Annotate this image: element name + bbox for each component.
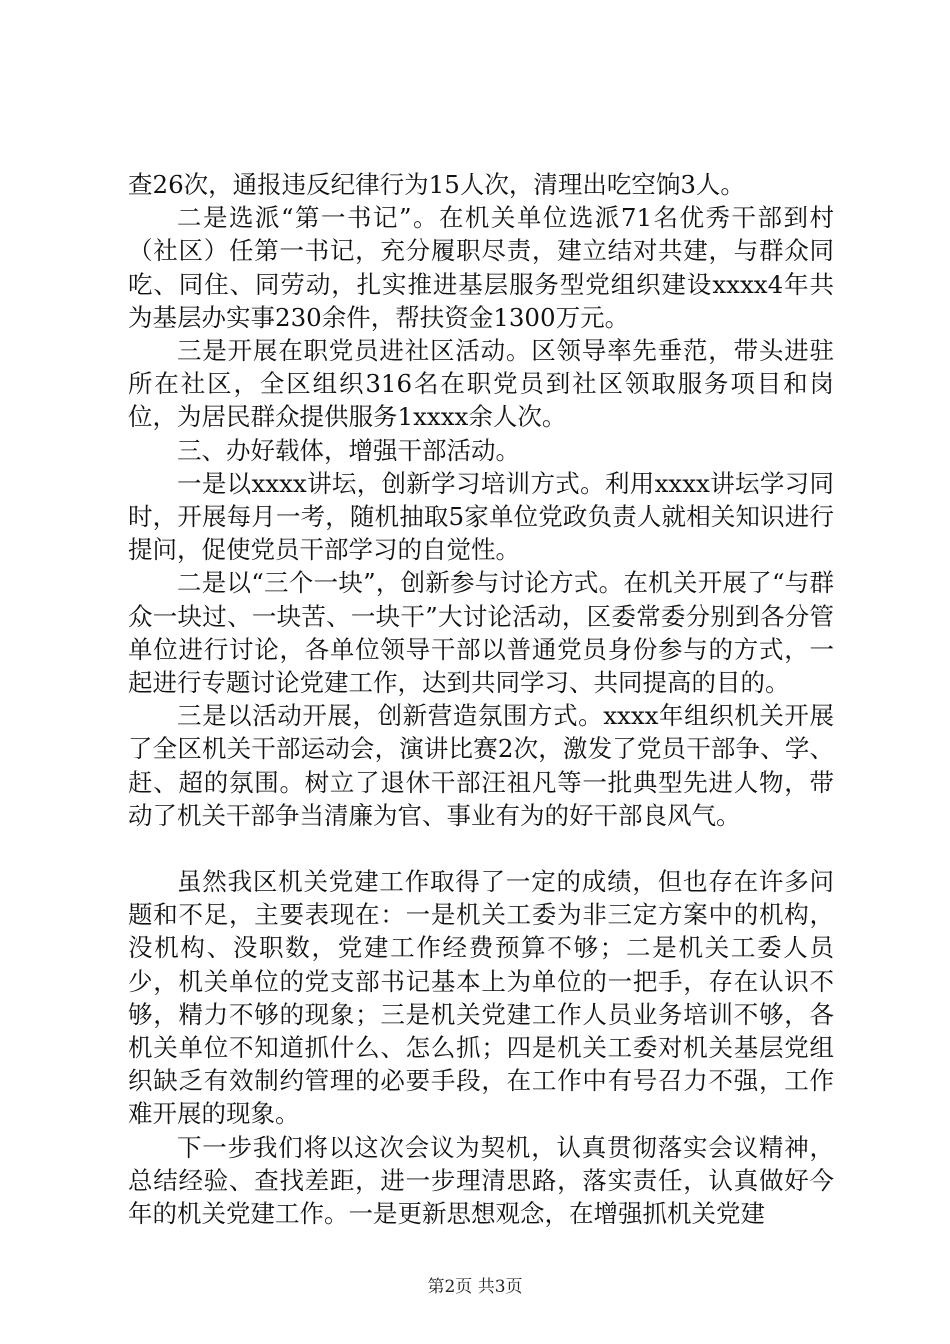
page-number-footer: 第2页 共3页 xyxy=(427,1277,523,1297)
paragraph-three-together: 二是以“三个一块”，创新参与讨论方式。在机关开展了“与群众一块过、一块苦、一块干”大讨论活动，区委常委分别到各分管单位进行讨论，各单位领导干部以普通党员身份参与的方式，一起进行专题讨论党建工作，达到共同学习、共同提高的目的。 xyxy=(128,568,834,698)
paragraph-first-secretary: 二是选派“第一书记”。在机关单位选派71名优秀干部到村（社区）任第一书记，充分履职尽责，建立结对共建，与群众同吃、同住、同劳动，扎实推进基层服务型党组织建设xxxx4年共为基层办实事230余件，帮扶资金1300万元。 xyxy=(128,203,834,332)
paragraph-community-activity: 三是开展在职党员进社区活动。区领导率先垂范，带头进驻所在社区，全区组织316名在职党员到社区领取服务项目和岗位，为居民群众提供服务1xxxx余人次。 xyxy=(128,336,834,432)
paragraph-activities: 三是以活动开展，创新营造氛围方式。xxxx年组织机关开展了全区机关干部运动会，演讲比赛2次，激发了党员干部争、学、赶、超的氛围。树立了退休干部汪祖凡等一批典型先进人物，带动了机关干部争当清廉为官、事业有为的好干部良风气。 xyxy=(128,701,834,830)
paragraph-continuation: 查26次，通报违反纪律行为15人次，清理出吃空饷3人。 xyxy=(128,170,745,199)
document-body xyxy=(128,168,834,1230)
paragraph-gap xyxy=(128,832,834,865)
paragraph-lecture-forum: 一是以xxxx讲坛，创新学习培训方式。利用xxxx讲坛学习同时，开展每月一考，随机抽取5家单位党政负责人就相关知识进行提问，促使党员干部学习的自觉性。 xyxy=(128,468,834,565)
paragraph-next-steps: 下一步我们将以这次会议为契机，认真贯彻落实会议精神，总结经验、查找差距，进一步理清思路，落实责任，认真做好今年的机关党建工作。一是更新思想观念，在增强抓机关党建 xyxy=(128,1132,834,1229)
paragraph-problems: 虽然我区机关党建工作取得了一定的成绩，但也存在许多问题和不足，主要表现在：一是机关工委为非三定方案中的机构，没机构、没职数，党建工作经费预算不够；二是机关工委人员少，机关单位的党支部书记基本上为单位的一把手，存在认识不够，精力不够的现象；三是机关党建工作人员业务培训不够，各机关单位不知道抓什么、怎么抓；四是机关工委对机关基层党组织缺乏有效制约管理的必要手段，在工作中有号召力不强，工作难开展的现象。 xyxy=(128,867,834,1129)
section-heading-carriers: 三、办好载体，增强干部活动。 xyxy=(177,435,520,465)
